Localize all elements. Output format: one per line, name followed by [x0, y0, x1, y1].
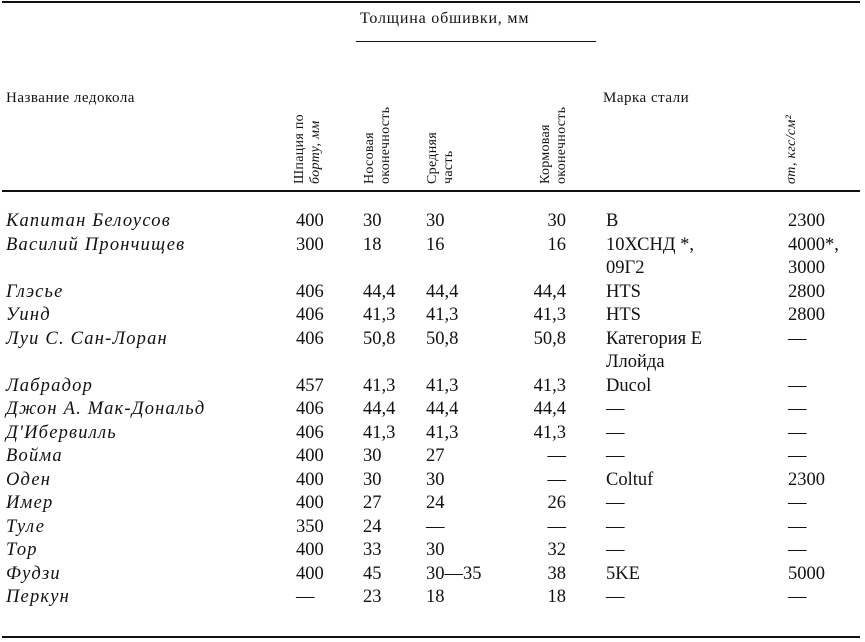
icebreaker-name: Глэсье	[6, 281, 64, 302]
table-row	[0, 492, 865, 516]
frame-spacing-value: 457	[296, 375, 324, 396]
table-row	[0, 234, 865, 281]
icebreaker-name: Фудзи	[6, 563, 61, 584]
bow-thickness-value: 41,3	[363, 375, 396, 396]
steel-grade-value	[606, 234, 694, 281]
frame-spacing-value: 400	[296, 540, 324, 560]
table-row	[0, 539, 865, 563]
steel-grade-value	[606, 492, 625, 516]
steel-grade-value-line: 09Г2	[606, 258, 645, 278]
frame-spacing-value: 300	[296, 234, 324, 255]
steel-grade-value-line: 10ХСНД *,	[606, 234, 694, 255]
bow-thickness-value: 41,3	[363, 422, 396, 443]
yield-strength-value	[788, 375, 807, 399]
icebreaker-name: Имер	[6, 493, 54, 513]
frame-spacing-value: 406	[296, 281, 324, 302]
icebreaker-name: Тор	[6, 540, 38, 560]
thickness-group-title: Толщина обшивки, мм	[360, 10, 530, 27]
stern-thickness-value: 41,3	[533, 422, 566, 443]
bow-thickness-value: 44,4	[363, 399, 396, 419]
table-row	[0, 422, 865, 446]
bow-thickness-value: 30	[363, 469, 382, 490]
steel-grade-value	[606, 563, 640, 587]
steel-grade-value-line: —	[606, 493, 625, 513]
yield-strength-value-line: —	[788, 399, 807, 419]
bow-thickness-value: 44,4	[363, 281, 396, 302]
yield-strength-value	[788, 563, 825, 587]
stern-thickness-value: 32	[547, 540, 566, 560]
stern-thickness-value: 50,8	[533, 328, 566, 349]
bow-thickness-value: 50,8	[363, 328, 396, 349]
frame-spacing-value: 400	[296, 446, 324, 466]
yield-strength-value	[788, 210, 825, 234]
frame-spacing-value: 406	[296, 422, 324, 443]
stern-thickness-value: 44,4	[533, 399, 566, 419]
yield-strength-value	[788, 516, 807, 540]
yield-strength-value-line: —	[788, 587, 807, 607]
midship-thickness-value: 44,4	[426, 399, 459, 419]
midship-thickness-value: 30	[426, 540, 445, 560]
bow-thickness-value: 30	[363, 446, 382, 466]
yield-strength-value-line: —	[788, 328, 807, 349]
stern-thickness-value: 18	[547, 587, 566, 607]
table-body	[0, 210, 865, 610]
midship-thickness-value: 24	[426, 493, 445, 513]
stern-column-header	[538, 52, 570, 184]
frame-spacing-value: 406	[296, 305, 324, 325]
yield-strength-value	[788, 422, 807, 446]
yield-strength-value	[788, 281, 825, 305]
table-row	[0, 328, 865, 375]
icebreaker-name: Оден	[6, 469, 52, 490]
steel-grade-value-line: B	[606, 211, 619, 231]
top-rule	[2, 1, 860, 3]
midship-thickness-value: 30	[426, 211, 445, 231]
icebreaker-name: Лабрадор	[6, 375, 94, 396]
midship-thickness-value: 16	[426, 234, 445, 255]
frame-spacing-value: 400	[296, 563, 324, 584]
steel-grade-column-header: Марка стали	[603, 90, 690, 106]
stern-thickness-value: —	[547, 469, 566, 490]
steel-grade-value	[606, 281, 641, 305]
stern-thickness-value: —	[547, 446, 566, 466]
steel-grade-value	[606, 210, 618, 234]
yield-strength-value	[788, 469, 825, 493]
frame-spacing-value: 350	[296, 516, 324, 537]
yield-strength-value-line: 2800	[788, 281, 825, 302]
icebreaker-name: Д'Ибервилль	[6, 422, 117, 443]
yield-strength-value-line: 4000*,	[788, 234, 839, 255]
frame-spacing-value: 406	[296, 328, 324, 349]
midship-thickness-value: 41,3	[426, 375, 459, 396]
yield-strength-value-line: 3000	[788, 258, 825, 278]
table-row	[0, 281, 865, 305]
yield-strength-value	[788, 398, 807, 422]
steel-grade-value-line: Ллойда	[606, 352, 665, 372]
stern-thickness-value: 16	[547, 234, 566, 255]
steel-grade-value	[606, 539, 625, 563]
yield-strength-value-line: 2300	[788, 211, 825, 231]
bow-thickness-value: 23	[363, 587, 382, 607]
yield-strength-value-line: 2300	[788, 469, 825, 490]
steel-grade-value-line: —	[606, 422, 625, 443]
bow-thickness-value: 41,3	[363, 305, 396, 325]
midship-thickness-value: 50,8	[426, 328, 459, 349]
steel-grade-value-line: —	[606, 446, 625, 466]
yield-strength-value-line: —	[788, 422, 807, 443]
steel-grade-value-line: 5KE	[606, 563, 640, 584]
yield-strength-value-line: —	[788, 540, 807, 560]
bow-thickness-value: 24	[363, 516, 382, 537]
stern-thickness-value: 44,4	[533, 281, 566, 302]
bow-header-line1: Носовая	[362, 132, 377, 184]
icebreaker-name: Войма	[6, 446, 63, 466]
pitch-column-header	[292, 52, 324, 184]
yield-strength-value	[788, 492, 807, 516]
icebreaker-name: Туле	[6, 516, 46, 537]
midship-thickness-value: 18	[426, 587, 445, 607]
yield-strength-value-line: —	[788, 516, 807, 537]
yield-strength-value-line: —	[788, 446, 807, 466]
steel-grade-value-line: —	[606, 399, 625, 419]
steel-grade-value	[606, 586, 625, 610]
pitch-header-line2: борту, мм	[308, 120, 323, 184]
icebreaker-name: Луи С. Сан-Лоран	[6, 328, 168, 349]
table-row	[0, 469, 865, 493]
frame-spacing-value: 406	[296, 399, 324, 419]
steel-grade-value	[606, 398, 625, 422]
bow-column-header	[362, 52, 394, 184]
frame-spacing-value: 400	[296, 211, 324, 231]
steel-grade-value-line: Ducol	[606, 375, 652, 396]
icebreaker-name: Джон А. Мак-Дональд	[6, 399, 206, 419]
table-row	[0, 563, 865, 587]
stern-thickness-value: —	[547, 516, 566, 537]
frame-spacing-value: 400	[296, 493, 324, 513]
icebreaker-name: Уинд	[6, 305, 51, 325]
steel-grade-value	[606, 328, 702, 375]
midship-thickness-value: 30—35	[426, 563, 482, 584]
bow-header-line2: оконечность	[378, 106, 393, 184]
bow-thickness-value: 27	[363, 493, 382, 513]
midship-thickness-value: 41,3	[426, 305, 459, 325]
steel-grade-value-line: HTS	[606, 281, 641, 302]
midship-thickness-value: 41,3	[426, 422, 459, 443]
steel-grade-value	[606, 375, 651, 399]
pitch-header-line1: Шпация по	[292, 114, 307, 184]
steel-grade-value	[606, 469, 653, 493]
bow-thickness-value: 18	[363, 234, 382, 255]
steel-grade-value-line: Coltuf	[606, 469, 654, 490]
stern-thickness-value: 30	[547, 211, 566, 231]
yield-strength-value-line: —	[788, 375, 807, 396]
yield-strength-value-line: 2800	[788, 305, 825, 325]
yield-strength-value	[788, 328, 807, 352]
name-column-header: Название ледокола	[6, 90, 135, 106]
steel-grade-value	[606, 304, 641, 328]
stern-thickness-value: 26	[547, 493, 566, 513]
table-row	[0, 516, 865, 540]
bow-thickness-value: 45	[363, 563, 382, 584]
mid-column-header	[425, 52, 457, 184]
steel-grade-value	[606, 422, 625, 446]
group-underline	[356, 41, 596, 42]
stern-thickness-value: 41,3	[533, 375, 566, 396]
stern-header-line1: Кормовая	[538, 124, 553, 184]
yield-strength-value	[788, 445, 807, 469]
stern-thickness-value: 38	[547, 563, 566, 584]
steel-grade-value-line: —	[606, 587, 625, 607]
table-row	[0, 304, 865, 328]
frame-spacing-value: —	[296, 587, 315, 607]
steel-grade-value	[606, 516, 625, 540]
header-rule	[2, 190, 860, 192]
table-row	[0, 445, 865, 469]
stern-thickness-value: 41,3	[533, 305, 566, 325]
midship-thickness-value: 27	[426, 446, 445, 466]
yield-strength-column-header: σт, кгс/см²	[784, 114, 799, 184]
yield-strength-value-line: 5000	[788, 563, 825, 584]
mid-header-line2: часть	[441, 150, 456, 184]
bow-thickness-value: 33	[363, 540, 382, 560]
midship-thickness-value: 44,4	[426, 281, 459, 302]
bow-thickness-value: 30	[363, 211, 382, 231]
yield-strength-value	[788, 539, 807, 563]
mid-header-line1: Средняя	[425, 132, 440, 184]
midship-thickness-value: —	[426, 516, 445, 537]
icebreaker-name: Василий Прончищев	[6, 234, 186, 255]
yield-strength-value-line: —	[788, 493, 807, 513]
steel-grade-value-line: —	[606, 540, 625, 560]
stern-header-line2: оконечность	[554, 106, 569, 184]
yield-strength-value	[788, 234, 839, 281]
yield-strength-value	[788, 586, 807, 610]
midship-thickness-value: 30	[426, 469, 445, 490]
steel-grade-value-line: —	[606, 516, 625, 537]
icebreaker-name: Перкун	[6, 587, 71, 607]
table-row	[0, 375, 865, 399]
steel-grade-value-line: HTS	[606, 305, 641, 325]
steel-grade-value	[606, 445, 625, 469]
table-row	[0, 210, 865, 234]
steel-grade-value-line: Категория E	[606, 328, 703, 349]
yield-strength-value	[788, 304, 825, 328]
icebreaker-name: Капитан Белоусов	[6, 211, 171, 231]
table-row	[0, 586, 865, 610]
frame-spacing-value: 400	[296, 469, 324, 490]
table-row	[0, 398, 865, 422]
bottom-rule	[2, 636, 860, 638]
